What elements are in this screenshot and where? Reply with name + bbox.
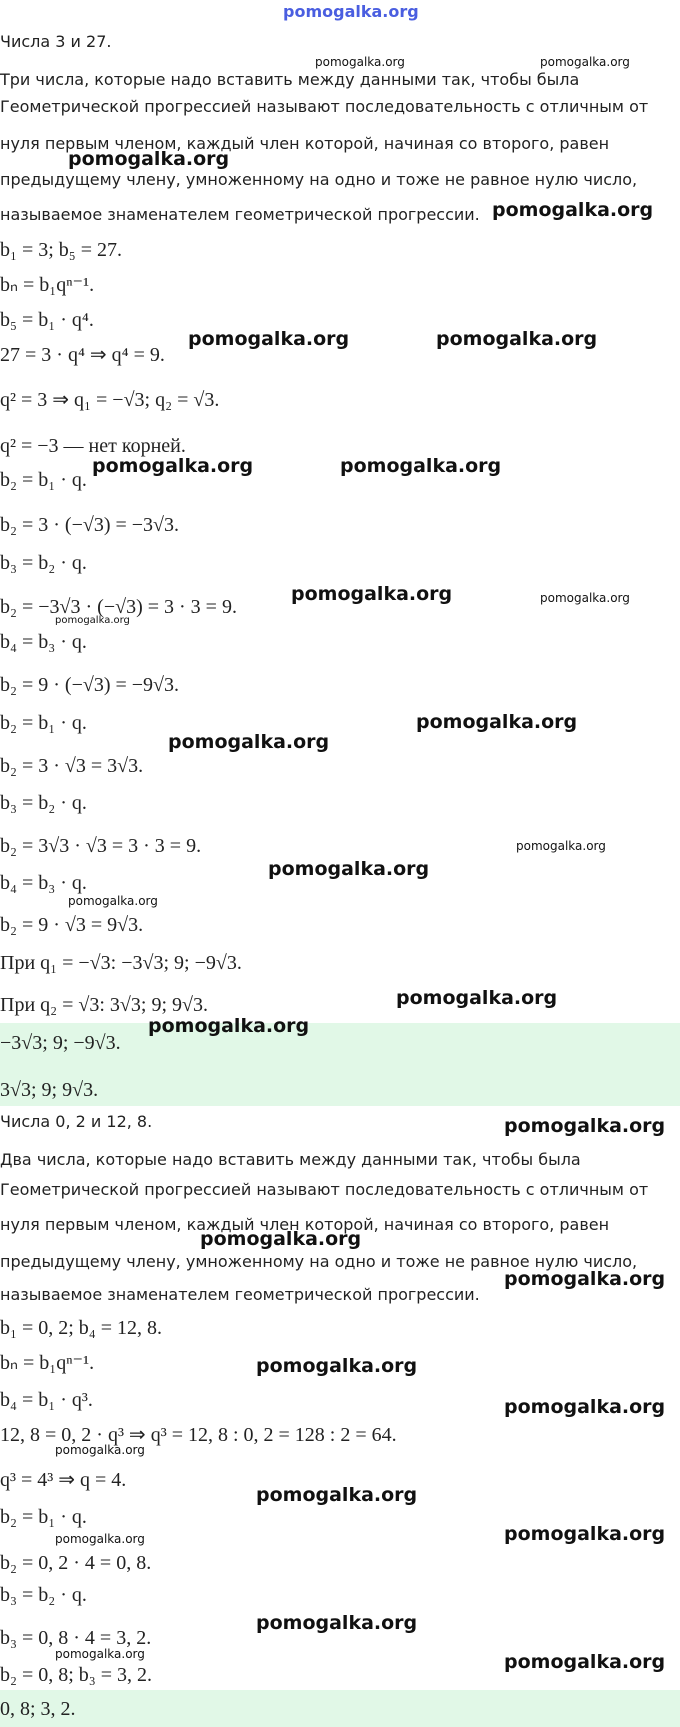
watermark: pomogalka.org [516,839,606,853]
part2-definition-line: Два числа, которые надо вставить между данными так, чтобы была [0,1150,581,1169]
watermark: pomogalka.org [188,328,350,350]
answer-block-2 [0,1690,680,1727]
part1-definition-line: называемое знаменателем геометрической прогрессии. [0,205,480,224]
watermark: pomogalka.org [55,1532,145,1546]
watermark: pomogalka.org [340,455,502,477]
watermark: pomogalka.org [55,1647,145,1661]
watermark: pomogalka.org [540,591,630,605]
part1-header: Числа 3 и 27. [0,32,112,51]
part1-step: 27 = 3 · q⁴ ⇒ q⁴ = 9. [0,344,165,366]
part1-step: b₂ = 3√3 · √3 = 3 · 3 = 9. [0,835,202,857]
part1-step: При q₂ = √3: 3√3; 9; 9√3. [0,994,208,1016]
part2-step: b₄ = b₁ · q³. [0,1389,93,1411]
watermark: pomogalka.org [416,711,578,733]
part1-step: При q₁ = −√3: −3√3; 9; −9√3. [0,952,242,974]
watermark: pomogalka.org [492,199,654,221]
part2-step: bₙ = b₁qⁿ⁻¹. [0,1352,95,1374]
watermark: pomogalka.org [68,894,158,908]
part2-definition-line: предыдущему члену, умноженному на одно и тоже не равное нулю число, [0,1252,638,1271]
watermark: pomogalka.org [55,615,130,626]
watermark: pomogalka.org [315,55,405,69]
part1-step: bₙ = b₁qⁿ⁻¹. [0,274,95,296]
watermark: pomogalka.org [68,148,230,170]
part1-step: b₅ = b₁ · q⁴. [0,309,94,331]
part2-step: b₃ = b₂ · q. [0,1584,87,1606]
watermark: pomogalka.org [436,328,598,350]
part1-step: b₄ = b₃ · q. [0,872,87,894]
watermark: pomogalka.org [268,858,430,880]
part1-definition-line: предыдущему члену, умноженному на одно и тоже не равное нулю число, [0,170,638,189]
part1-definition-line: Геометрической прогрессией называют последовательность с отличным от [0,97,649,116]
watermark: pomogalka.org [256,1355,418,1377]
part2-answer: 0, 8; 3, 2. [0,1698,76,1720]
watermark: pomogalka.org [283,2,419,21]
watermark: pomogalka.org [256,1612,418,1634]
watermark: pomogalka.org [148,1015,310,1037]
part1-step: q² = −3 — нет корней. [0,435,186,457]
part1-step: b₂ = 3 · (−√3) = −3√3. [0,514,180,536]
part1-step: b₂ = b₁ · q. [0,712,87,734]
watermark: pomogalka.org [504,1651,666,1673]
part2-step: b₂ = 0, 8; b₃ = 3, 2. [0,1664,153,1686]
watermark: pomogalka.org [504,1115,666,1137]
part1-step: b₂ = 3 · √3 = 3√3. [0,755,144,777]
part2-step: b₂ = 0, 2 · 4 = 0, 8. [0,1552,152,1574]
watermark: pomogalka.org [92,455,254,477]
part1-definition-line: нуля первым членом, каждый член которой, начиная со второго, равен [0,134,610,153]
part1-step: b₂ = 9 · √3 = 9√3. [0,914,144,936]
watermark: pomogalka.org [396,987,558,1009]
watermark: pomogalka.org [55,1443,145,1457]
part1-answer: 3√3; 9; 9√3. [0,1079,99,1101]
part1-step: q² = 3 ⇒ q₁ = −√3; q₂ = √3. [0,389,220,411]
part1-step: b₂ = 9 · (−√3) = −9√3. [0,674,180,696]
watermark: pomogalka.org [200,1228,362,1250]
watermark: pomogalka.org [540,55,630,69]
part2-step: q³ = 4³ ⇒ q = 4. [0,1469,127,1491]
part1-step: b₃ = b₂ · q. [0,552,87,574]
part2-step: b₃ = 0, 8 · 4 = 3, 2. [0,1627,152,1649]
part2-step: 12, 8 = 0, 2 · q³ ⇒ q³ = 12, 8 : 0, 2 = 128 : 2 = 64. [0,1424,397,1446]
watermark: pomogalka.org [256,1484,418,1506]
part1-step: b₁ = 3; b₅ = 27. [0,239,123,261]
part2-definition-line: Геометрической прогрессией называют последовательность с отличным от [0,1180,649,1199]
part2-step: b₁ = 0, 2; b₄ = 12, 8. [0,1317,163,1339]
part2-definition-line: нуля первым членом, каждый член которой, начиная со второго, равен [0,1215,610,1234]
part1-step: b₄ = b₃ · q. [0,631,87,653]
watermark: pomogalka.org [168,731,330,753]
part2-definition-line: называемое знаменателем геометрической прогрессии. [0,1285,480,1304]
watermark: pomogalka.org [504,1396,666,1418]
watermark: pomogalka.org [504,1268,666,1290]
part1-answer: −3√3; 9; −9√3. [0,1032,121,1054]
watermark: pomogalka.org [504,1523,666,1545]
part2-step: b₂ = b₁ · q. [0,1506,87,1528]
watermark: pomogalka.org [291,583,453,605]
part2-header: Числа 0, 2 и 12, 8. [0,1112,153,1131]
part1-step: b₂ = −3√3 · (−√3) = 3 · 3 = 9. [0,596,237,618]
part1-definition-line: Три числа, которые надо вставить между данными так, чтобы была [0,70,580,89]
part1-step: b₃ = b₂ · q. [0,792,87,814]
part1-step: b₂ = b₁ · q. [0,469,87,491]
